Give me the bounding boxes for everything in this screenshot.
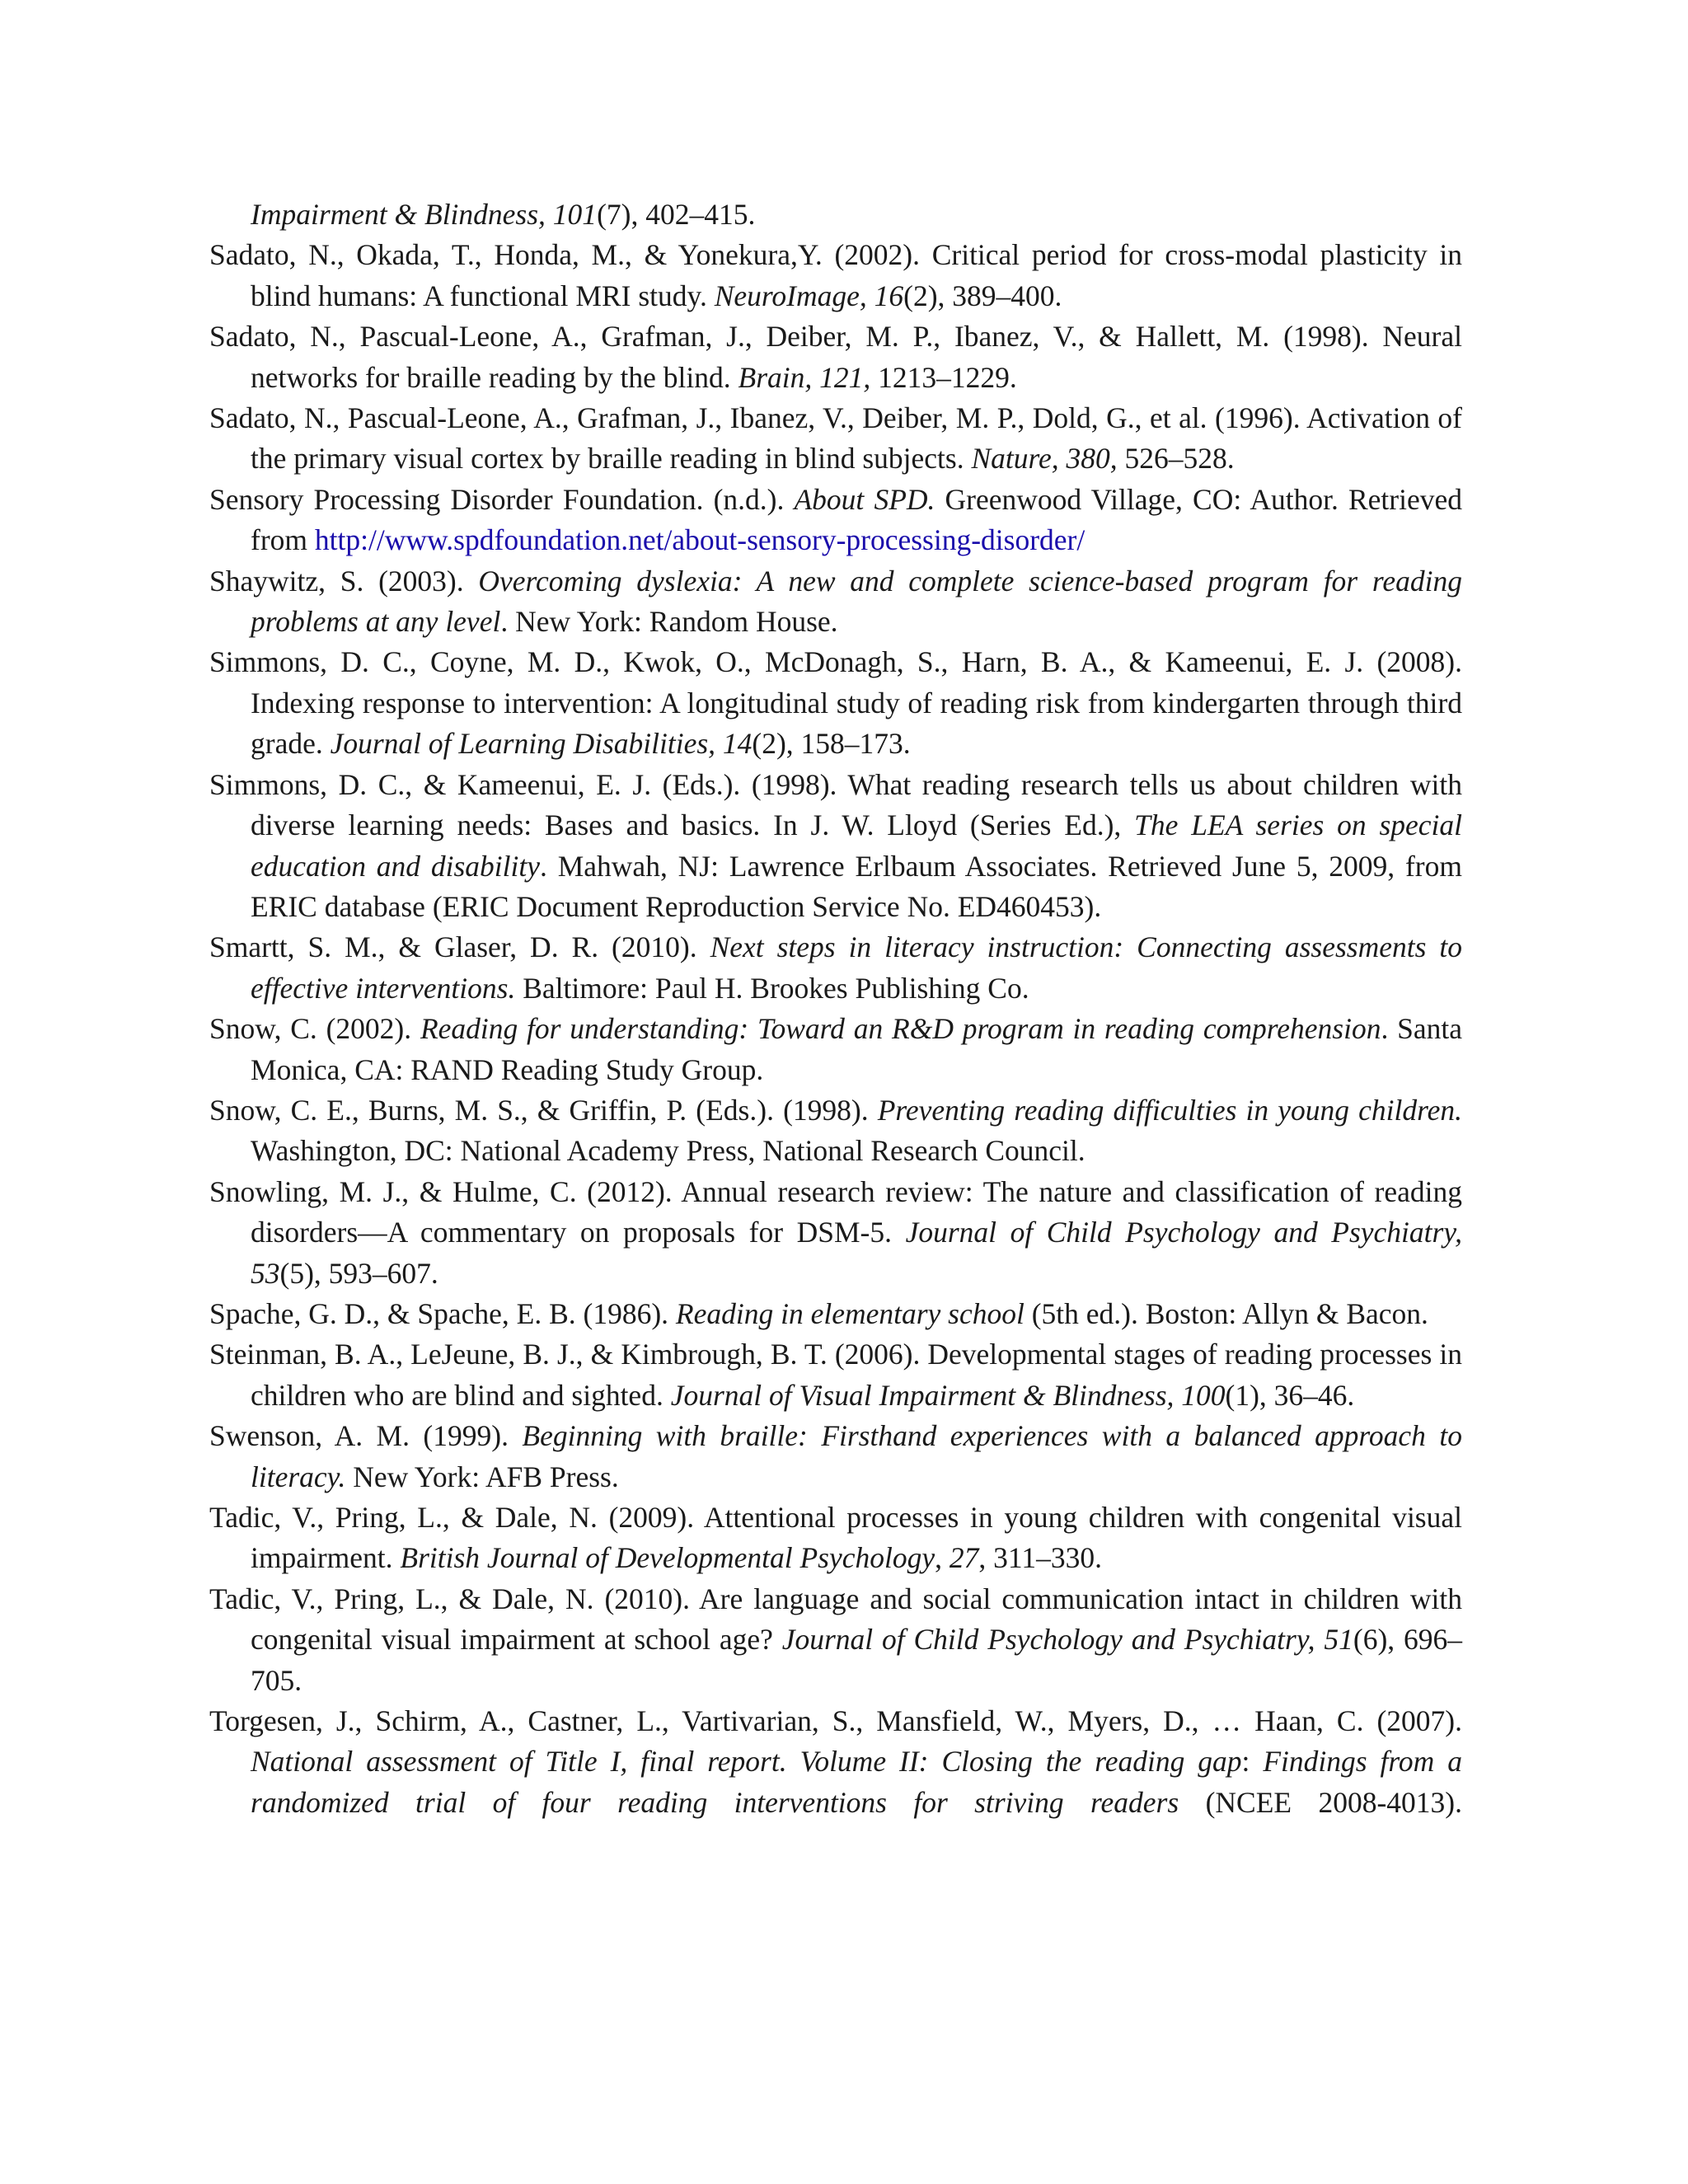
reference-italic-text: 27 bbox=[949, 1541, 979, 1575]
reference-entry bbox=[209, 561, 1462, 643]
reference-text: (7), 402–415. bbox=[597, 198, 756, 231]
reference-entry bbox=[209, 642, 1462, 764]
reference-italic-text: Beginning with braille: Firsthand experiences with a balanced approach to literacy. bbox=[251, 1419, 1463, 1493]
reference-text: (2), 389–400. bbox=[903, 279, 1062, 312]
reference-text: Sadato, N., Okada, T., Honda, M., & Yonekura,Y. (2002). Critical period for cross-modal plasticity in blind humans: A functional MRI study. bbox=[209, 238, 1462, 312]
reference-entry bbox=[209, 765, 1462, 928]
reference-italic-text: NeuroImage, 16 bbox=[714, 279, 904, 312]
reference-entry bbox=[209, 235, 1462, 316]
reference-entry bbox=[209, 927, 1462, 1009]
reference-text: (5), 593–607. bbox=[279, 1256, 438, 1290]
reference-italic-text: Journal of Child Psychology and Psychiatry, 53 bbox=[251, 1216, 1462, 1290]
reference-text: Snowling, M. J., & Hulme, C. (2012). Annual research review: The nature and classification of reading disorders—A commentary on proposals for DSM-5. bbox=[209, 1174, 1462, 1249]
reference-text: : bbox=[1241, 1745, 1264, 1779]
reference-text: , bbox=[935, 1541, 950, 1575]
reference-text: (1), 36–46. bbox=[1225, 1378, 1355, 1412]
reference-text: Snow, C. (2002). bbox=[209, 1012, 420, 1046]
reference-entry bbox=[209, 1172, 1462, 1294]
reference-entry bbox=[209, 398, 1462, 480]
reference-text: 1213–1229. bbox=[870, 360, 1017, 394]
reference-text: Simmons, D. C., Coyne, M. D., Kwok, O., McDonagh, S., Harn, B. A., & Kameenui, E. J. (2008). Indexing response to intervention: A longitudinal study of reading risk from kindergarten through third grade. bbox=[209, 645, 1462, 761]
reference-italic-text: Journal of Child Psychology and Psychiatry, 51 bbox=[781, 1623, 1353, 1657]
reference-italic-text: Journal of Visual Impairment & Blindness, 100 bbox=[670, 1378, 1226, 1412]
reference-text: Torgesen, J., Schirm, A., Castner, L., Vartivarian, S., Mansfield, W., Myers, D., … Haan, C. (2007). bbox=[209, 1704, 1462, 1738]
reference-text: Baltimore: Paul H. Brookes Publishing Co. bbox=[515, 971, 1029, 1005]
reference-text: (5th ed.). Boston: Allyn & Bacon. bbox=[1024, 1296, 1428, 1330]
reference-text: Sadato, N., Pascual-Leone, A., Grafman, J., Deiber, M. P., Ibanez, V., & Hallett, M. (1998). Neural networks for braille reading by the blind. bbox=[209, 320, 1462, 394]
reference-italic-text: Impairment & Blindness, 101 bbox=[251, 198, 598, 231]
reference-text: Shaywitz, S. (2003). bbox=[209, 564, 479, 598]
reference-italic-text: About SPD. bbox=[794, 482, 935, 516]
reference-entry bbox=[209, 1009, 1462, 1090]
reference-italic-text: Reading for understanding: Toward an R&D program in reading comprehension bbox=[420, 1012, 1381, 1046]
reference-text: New York: AFB Press. bbox=[345, 1460, 619, 1493]
reference-italic-text: Brain, 121, bbox=[738, 360, 871, 394]
reference-list bbox=[209, 194, 1462, 1823]
reference-entry bbox=[209, 480, 1462, 561]
reference-text: Tadic, V., Pring, L., & Dale, N. (2009). Attentional processes in young children with congenital visual impairment. bbox=[209, 1501, 1462, 1575]
reference-text: Sensory Processing Disorder Foundation. (n.d.). bbox=[209, 482, 795, 516]
reference-text: Washington, DC: National Academy Press, National Research Council. bbox=[251, 1134, 1085, 1168]
reference-text: (2), 158–173. bbox=[752, 727, 911, 761]
reference-text: Tadic, V., Pring, L., & Dale, N. (2010). Are language and social communication intact in children with congenital visual impairment at school age? bbox=[209, 1582, 1462, 1657]
reference-italic-text: British Journal of Developmental Psychology bbox=[400, 1541, 935, 1575]
reference-entry bbox=[209, 1579, 1462, 1701]
reference-text: . Mahwah, NJ: Lawrence Erlbaum Associates. Retrieved June 5, 2009, from ERIC database (ERIC Document Reproduction Service No. ED460453). bbox=[251, 849, 1462, 923]
reference-text: Steinman, B. A., LeJeune, B. J., & Kimbrough, B. T. (2006). Developmental stages of reading processes in children who are blind and sighted. bbox=[209, 1338, 1462, 1412]
reference-italic-text: The LEA series on special education and disability bbox=[251, 808, 1462, 883]
reference-url-link[interactable]: http://www.spdfoundation.net/about-sensory-processing-disorder/ bbox=[314, 523, 1085, 557]
reference-entry bbox=[209, 1701, 1462, 1823]
reference-italic-text: Preventing reading difficulties in young children. bbox=[877, 1093, 1462, 1127]
reference-italic-text: Nature, 380, bbox=[971, 442, 1118, 476]
reference-italic-text: Findings from a randomized trial of four reading interventions for striving readers bbox=[251, 1745, 1462, 1819]
reference-italic-text: Journal of Learning Disabilities, 14 bbox=[330, 727, 753, 761]
reference-entry-continued bbox=[209, 194, 1462, 235]
reference-text: Smartt, S. M., & Glaser, D. R. (2010). bbox=[209, 930, 710, 964]
reference-entry bbox=[209, 1294, 1462, 1334]
reference-text: Swenson, A. M. (1999). bbox=[209, 1419, 523, 1453]
reference-text: Snow, C. E., Burns, M. S., & Griffin, P. (Eds.). (1998). bbox=[209, 1093, 878, 1127]
reference-text: . New York: Random House. bbox=[500, 605, 838, 639]
reference-entry bbox=[209, 1416, 1462, 1497]
reference-text: Sadato, N., Pascual-Leone, A., Grafman, J., Ibanez, V., Deiber, M. P., Dold, G., et al. (1996). Activation of the primary visual cortex by braille reading in blind subjects. bbox=[209, 401, 1462, 476]
reference-entry bbox=[209, 1497, 1462, 1579]
reference-entry bbox=[209, 1334, 1462, 1416]
reference-text: , 311–330. bbox=[978, 1541, 1102, 1575]
reference-italic-text: Reading in elementary school bbox=[675, 1296, 1025, 1330]
reference-text: Greenwood Village, CO: Author. Retrieved from bbox=[251, 482, 1462, 557]
reference-text: Spache, G. D., & Spache, E. B. (1986). bbox=[209, 1296, 676, 1330]
reference-text: Simmons, D. C., & Kameenui, E. J. (Eds.). (1998). What reading research tells us about children with diverse learning needs: Bases and basics. In J. W. Lloyd (Series Ed.), bbox=[209, 767, 1462, 842]
reference-text: . Santa Monica, CA: RAND Reading Study Group. bbox=[251, 1012, 1463, 1086]
reference-entry bbox=[209, 1090, 1462, 1172]
reference-italic-text: Next steps in literacy instruction: Connecting assessments to effective interventions. bbox=[251, 930, 1462, 1005]
reference-italic-text: National assessment of Title I, final report. Volume II: Closing the reading gap bbox=[251, 1745, 1242, 1779]
reference-italic-text: Overcoming dyslexia: A new and complete science-based program for reading problems at any level bbox=[251, 564, 1462, 639]
reference-text: (6), 696–705. bbox=[251, 1623, 1462, 1697]
reference-entry bbox=[209, 316, 1462, 398]
reference-text: (NCEE 2008-4013). bbox=[1179, 1785, 1462, 1819]
reference-text: 526–528. bbox=[1117, 442, 1235, 476]
